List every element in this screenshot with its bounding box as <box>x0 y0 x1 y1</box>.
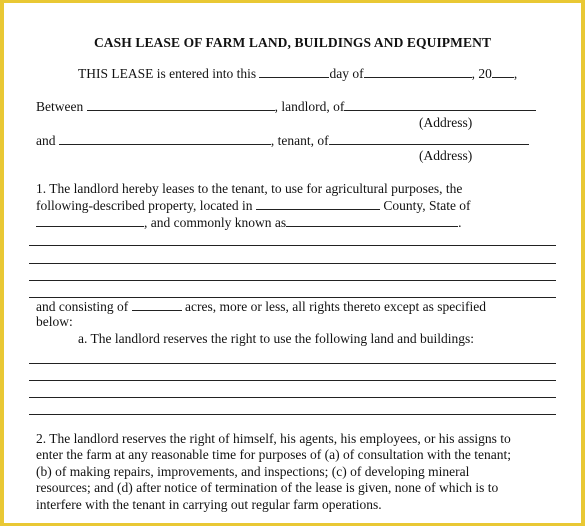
clause2-line2: enter the farm at any reasonable time for purposes of (a) of consultation with the tenant; <box>36 447 511 462</box>
clause2-line3: (b) of making repairs, improvements, and inspections; (c) of developing mineral <box>36 464 470 479</box>
consisting-line <box>36 298 486 315</box>
clause1-line1: 1. The landlord hereby leases to the tenant, to use for agricultural purposes, the <box>36 181 463 196</box>
known-as-blank[interactable] <box>286 214 458 227</box>
landlord-address-blank[interactable] <box>344 98 536 111</box>
item-a-text: a. The landlord reserves the right to use the following land and buildings: <box>78 331 475 346</box>
reserved-land-line-3[interactable] <box>29 397 556 398</box>
landlord-address-label: (Address) <box>419 115 473 130</box>
intro-line <box>78 65 517 82</box>
reserved-land-line-1[interactable] <box>29 363 556 364</box>
day-blank[interactable] <box>259 65 329 78</box>
reserved-land-line-4[interactable] <box>29 414 556 415</box>
county-blank[interactable] <box>256 197 380 210</box>
and-label: and <box>36 133 56 148</box>
day-label: day of <box>329 66 364 81</box>
clause1-county-suffix: County, State of <box>383 198 471 213</box>
clause1-known-as: , and commonly known as <box>144 215 287 230</box>
tenant-address-label: (Address) <box>419 148 473 163</box>
tenant-name-blank[interactable] <box>59 132 271 145</box>
clause2-line4: resources; and (d) after notice of termination of the lease is given, none of which is to <box>36 480 499 495</box>
property-description-line-1[interactable] <box>29 245 556 246</box>
landlord-name-blank[interactable] <box>87 98 275 111</box>
clause1-line2 <box>36 197 471 214</box>
year-blank[interactable] <box>492 65 514 78</box>
document-title: CASH LEASE OF FARM LAND, BUILDINGS AND EQUIPMENT <box>93 35 492 50</box>
year-prefix: , 20 <box>471 66 492 81</box>
landlord-line <box>36 98 536 115</box>
clause2-line1: 2. The landlord reserves the right of himself, his agents, his employees, or his assigns to <box>36 431 511 446</box>
clause1-location-prefix: following-described property, located in <box>36 198 253 213</box>
clause1-line3 <box>36 214 461 231</box>
property-description-line-3[interactable] <box>29 280 556 281</box>
consisting-prefix: and consisting of <box>36 299 129 314</box>
tenant-address-blank[interactable] <box>329 132 529 145</box>
state-blank[interactable] <box>36 214 144 227</box>
reserved-land-line-2[interactable] <box>29 380 556 381</box>
intro-suffix: , <box>513 66 518 81</box>
property-description-line-2[interactable] <box>29 263 556 264</box>
between-label: Between <box>36 99 84 114</box>
clause2-line5: interfere with the tenant in carrying out regular farm operations. <box>36 497 382 512</box>
tenant-role: , tenant, of <box>270 133 329 148</box>
clause1-end: . <box>458 215 462 230</box>
intro-prefix: THIS LEASE is entered into this <box>78 66 257 81</box>
tenant-line <box>36 132 529 149</box>
consisting-line2: below: <box>36 314 73 329</box>
consisting-suffix: acres, more or less, all rights thereto except as specified <box>185 299 487 314</box>
document-page <box>4 3 581 523</box>
landlord-role: , landlord, of <box>274 99 345 114</box>
acres-blank[interactable] <box>132 298 182 311</box>
month-blank[interactable] <box>364 65 472 78</box>
